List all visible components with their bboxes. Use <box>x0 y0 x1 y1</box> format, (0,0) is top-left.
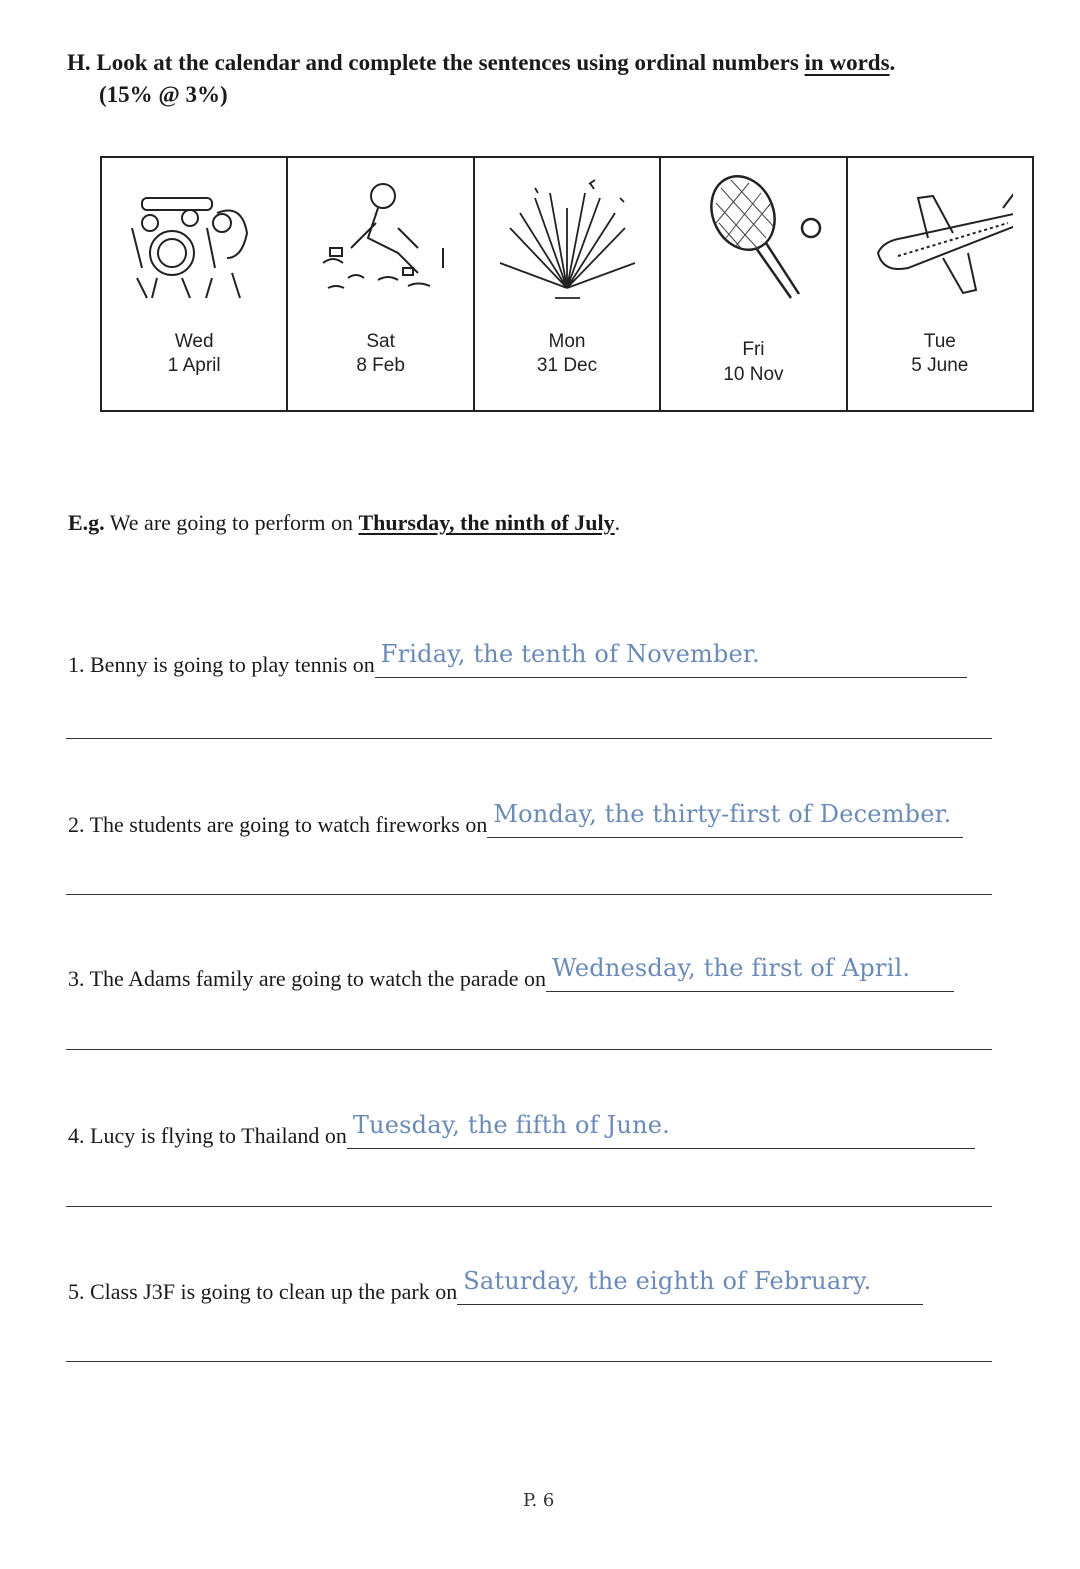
day-label: Mon <box>548 331 586 352</box>
exercise-heading <box>67 46 895 79</box>
question-1 <box>68 640 967 678</box>
heading-period: . <box>889 50 896 75</box>
question-5 <box>68 1267 923 1305</box>
question-prompt: 5. Class J3F is going to clean up the park on <box>68 1279 458 1304</box>
example-text: We are going to perform on <box>104 510 359 535</box>
answer-field[interactable] <box>546 954 954 992</box>
day-label: Tue <box>923 331 956 352</box>
question-prompt: 2. The students are going to watch fireworks on <box>68 812 488 837</box>
calendar-cell-wed <box>102 158 288 410</box>
example-suffix: . <box>614 510 621 535</box>
question-prompt: 3. The Adams family are going to watch the parade on <box>68 966 546 991</box>
day-label: Fri <box>742 339 765 360</box>
calendar-cell-fri <box>661 158 847 410</box>
calendar-table <box>100 156 1034 412</box>
fireworks-icon <box>495 168 640 308</box>
calendar-cell-sat <box>288 158 474 410</box>
airplane-icon <box>868 168 1013 308</box>
handwritten-answer: Monday, the thirty-first of December. <box>493 800 952 828</box>
calendar-cell-tue <box>848 158 1032 410</box>
question-prompt: 1. Benny is going to play tennis on <box>68 652 375 677</box>
answer-line-extra <box>66 738 992 739</box>
answer-line-extra <box>66 1206 992 1207</box>
heading-underlined-text: in words <box>804 50 890 75</box>
example-prefix: E.g. <box>68 510 105 535</box>
date-label: 31 Dec <box>536 355 598 376</box>
question-3 <box>68 954 954 992</box>
page-number: P. 6 <box>523 1490 555 1511</box>
answer-field[interactable] <box>457 1267 923 1305</box>
answer-field[interactable] <box>347 1111 975 1149</box>
tennis-racket-icon <box>681 168 826 308</box>
date-label: 8 Feb <box>356 355 405 376</box>
handwritten-answer: Wednesday, the first of April. <box>551 954 911 982</box>
example-answer: Thursday, the ninth of July <box>358 510 615 535</box>
handwritten-answer: Friday, the tenth of November. <box>380 640 760 668</box>
day-label: Sat <box>366 331 395 352</box>
question-prompt: 4. Lucy is flying to Thailand on <box>68 1123 347 1148</box>
answer-line-extra <box>66 1361 992 1362</box>
answer-line-extra <box>66 894 992 895</box>
heading-text: H. Look at the calendar and complete the sentences using ordinal numbers <box>67 50 805 75</box>
calendar-cell-mon <box>475 158 661 410</box>
question-4 <box>68 1111 975 1149</box>
date-label: 1 April <box>167 355 221 376</box>
cleanup-park-icon <box>308 168 453 308</box>
date-label: 10 Nov <box>723 364 784 385</box>
date-label: 5 June <box>911 355 969 376</box>
marks-label: (15% @ 3%) <box>99 82 228 107</box>
parade-band-icon <box>122 168 267 308</box>
example-sentence <box>68 510 620 536</box>
day-label: Wed <box>174 331 214 352</box>
handwritten-answer: Saturday, the eighth of February. <box>463 1267 872 1295</box>
answer-field[interactable] <box>375 640 967 678</box>
answer-field[interactable] <box>487 800 963 838</box>
question-2 <box>68 800 963 838</box>
handwritten-answer: Tuesday, the fifth of June. <box>352 1111 670 1139</box>
answer-line-extra <box>66 1049 992 1050</box>
